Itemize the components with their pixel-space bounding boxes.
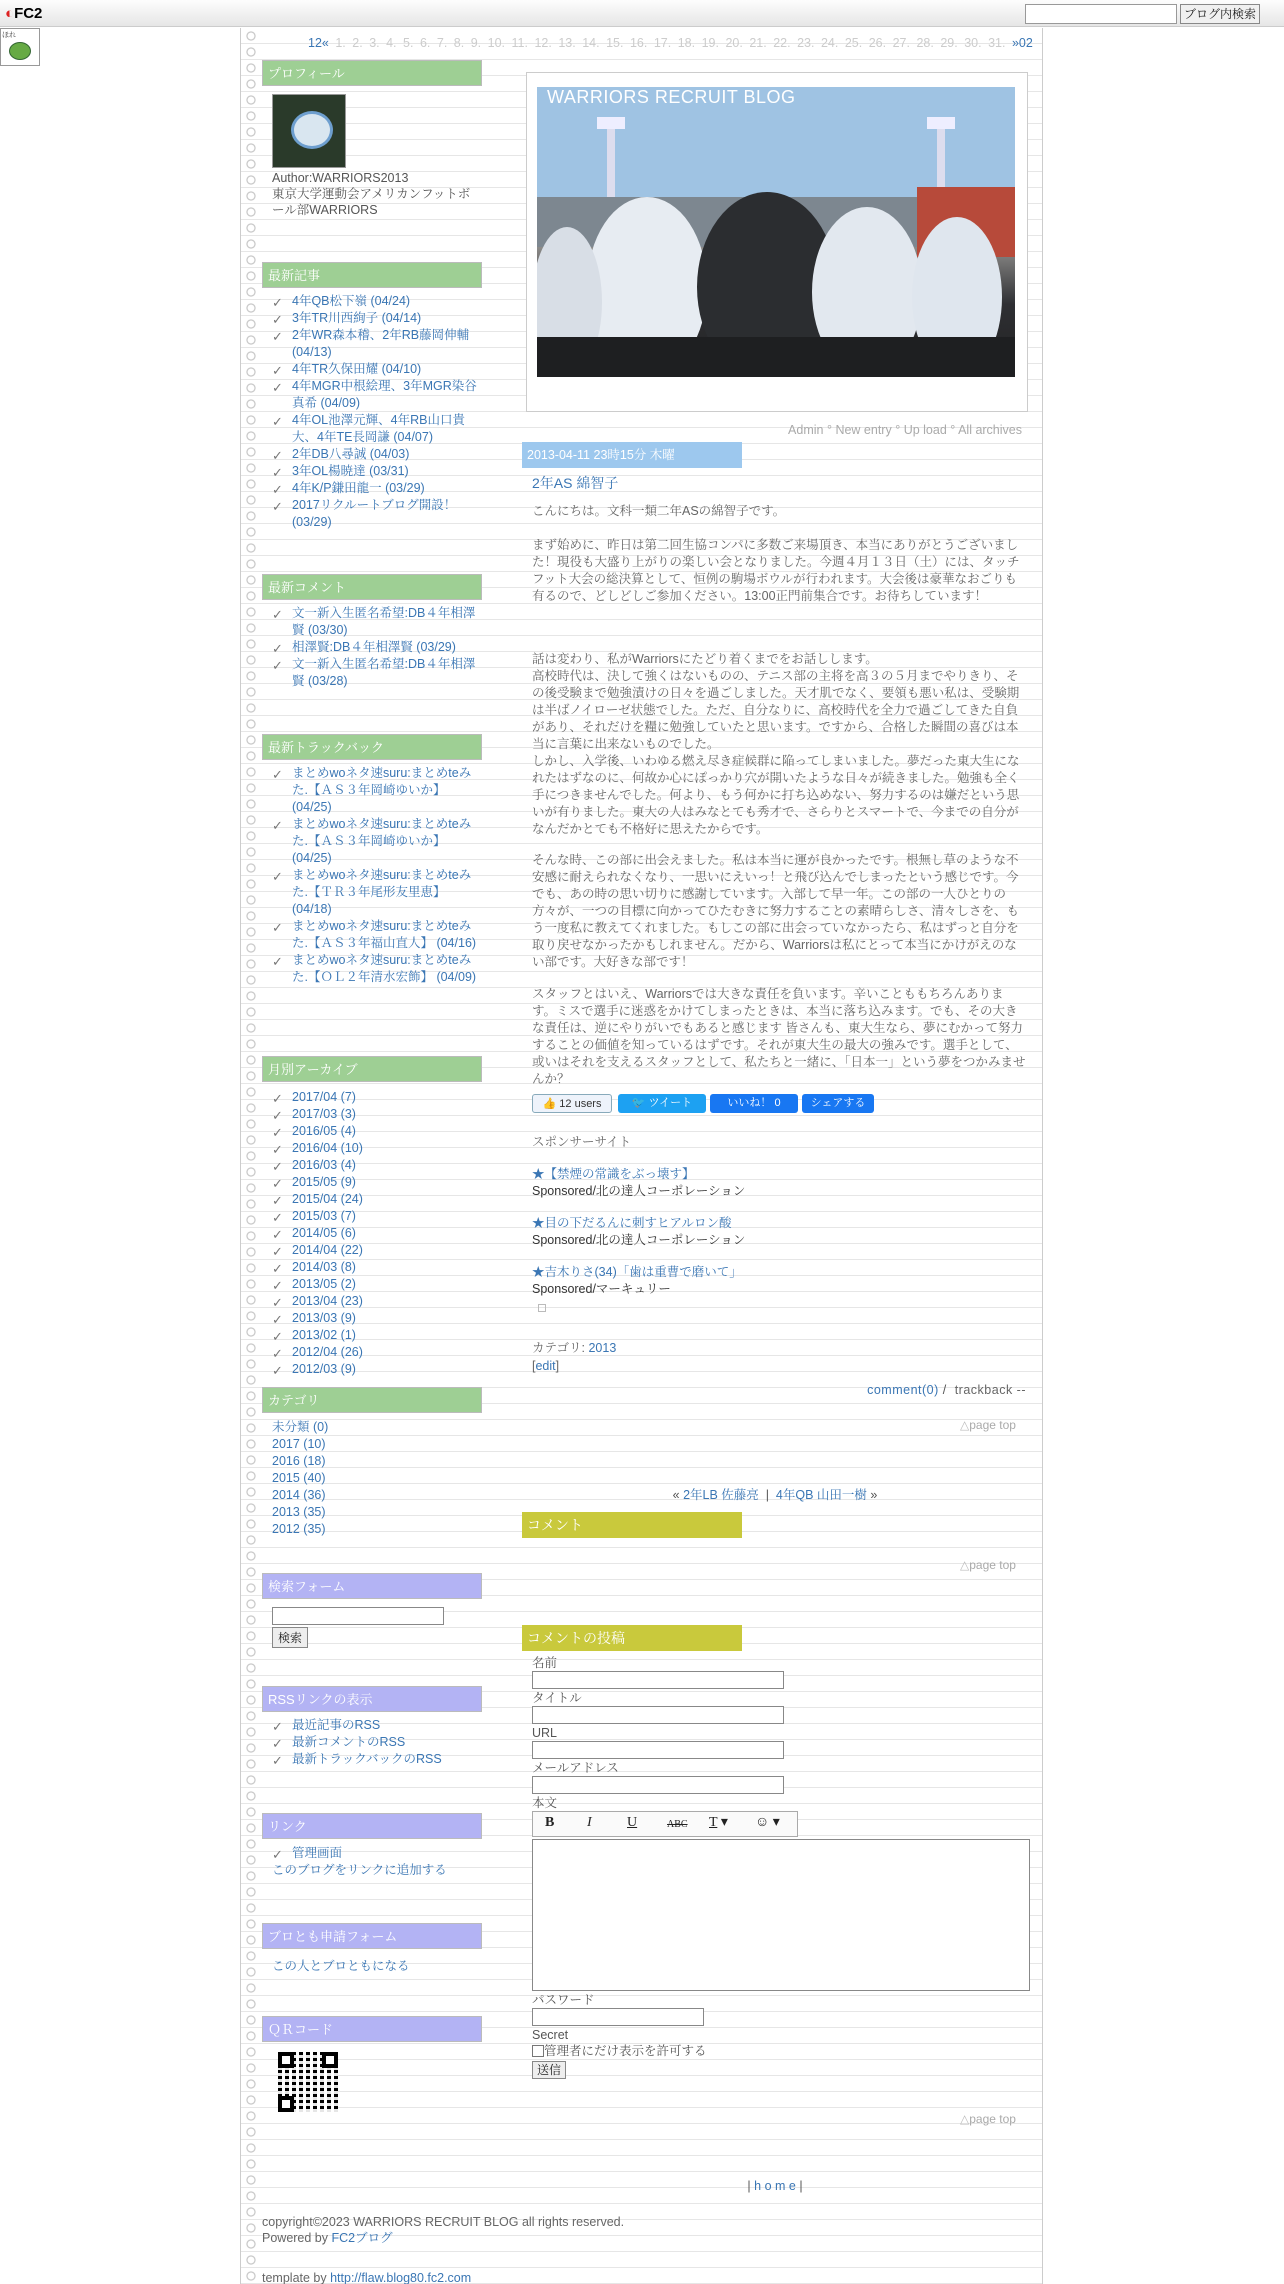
archive-link[interactable]: ✓ 2015/05 (9) bbox=[272, 1174, 482, 1191]
editor-toolbar bbox=[532, 1811, 798, 1837]
archive-link[interactable]: ✓ 2017/03 (3) bbox=[272, 1106, 482, 1123]
archives-heading: 月別アーカイブ bbox=[262, 1056, 482, 1082]
prev-entry-link[interactable]: 2年LB 佐藤亮 bbox=[683, 1488, 759, 1502]
pager-day: 31. bbox=[988, 36, 1006, 50]
facebook-share-button[interactable]: シェアする bbox=[802, 1094, 874, 1113]
recent-comment-link[interactable]: ✓ 文一新入生匿名希望:DB４年相澤賢 (03/30) bbox=[272, 605, 482, 639]
admin-link[interactable]: Admin bbox=[788, 423, 824, 437]
twitter-bird-icon: 🐦 bbox=[631, 1097, 649, 1109]
page-top-link-1[interactable]: △page top bbox=[960, 1418, 1016, 1432]
fc2-blog-link[interactable]: FC2ブログ bbox=[331, 2231, 393, 2245]
recent-entry-link[interactable]: ✓ 2017リクルートブログ開設！ (03/29) bbox=[272, 497, 482, 531]
font-size-icon[interactable]: T ▾ bbox=[709, 1815, 728, 1830]
friend-section bbox=[262, 1923, 482, 1975]
name-input[interactable] bbox=[532, 1671, 784, 1689]
archive-link[interactable]: ✓ 2013/04 (23) bbox=[272, 1293, 482, 1310]
italic-icon[interactable]: I bbox=[587, 1815, 592, 1830]
entry-category: カテゴリ: 2013 bbox=[532, 1341, 617, 1355]
entry-date: 2013-04-11 23時15分 木曜 bbox=[522, 442, 742, 468]
entry-p2: まず始めに、昨日は第二回生協コンパに多数ご来場頂き、本当にありがとうございました！現役も大盛り上がりの楽しい会となりました。今週４月１３日（土）には、タッチフット大会の総決算として、恒例の駒場ボウルが行われます。大会後は豪華なおごりも有るので、どしどしご参加ください。13:00正門前集合です。お待ちしています！ bbox=[532, 538, 1020, 603]
recent-comment-link[interactable]: ✓ 文一新入生匿名希望:DB４年相澤賢 (03/28) bbox=[272, 656, 482, 690]
facebook-like-button[interactable]: いいね！ 0 bbox=[710, 1094, 798, 1113]
category-link[interactable]: 2012 (35) bbox=[272, 1522, 326, 1536]
archive-link[interactable]: ✓ 2012/03 (9) bbox=[272, 1361, 482, 1378]
sponsor-ad-source: Sponsored/北の達人コーポレーション bbox=[532, 1184, 746, 1198]
sidebar-search-button[interactable]: 検索 bbox=[272, 1627, 308, 1648]
archive-link[interactable]: ✓ 2017/04 (7) bbox=[272, 1089, 482, 1106]
comment-post-heading: コメントの投稿 bbox=[522, 1625, 742, 1651]
recent-entries-section bbox=[262, 262, 482, 531]
links-heading: リンク bbox=[262, 1813, 482, 1839]
recent-entry-link[interactable]: ✓ 4年QB松下嶺 (04/24) bbox=[272, 293, 482, 310]
trackback-link[interactable]: ✓ まとめwoネタ速suru:まとめteみた.【ＯＬ２年清水宏飾】 (04/09) bbox=[272, 952, 482, 986]
recent-entry-link[interactable]: ✓ 4年TR久保田耀 (04/10) bbox=[272, 361, 482, 378]
pager-day: 29. bbox=[940, 36, 958, 50]
pager-day: 11. bbox=[511, 36, 528, 50]
pager-day: 24. bbox=[820, 36, 839, 50]
sponsor-heading: スポンサーサイト bbox=[532, 1135, 632, 1149]
category-link[interactable]: 未分類 (0) bbox=[272, 1420, 329, 1434]
recent-comment-link[interactable]: ✓ 相澤賢:DB４年相澤賢 (03/29) bbox=[272, 639, 482, 656]
user-avatar[interactable]: ほれ bbox=[0, 28, 40, 66]
pager-day: 23. bbox=[797, 36, 815, 50]
pager-next-link[interactable]: »02 bbox=[1011, 36, 1033, 50]
entry-footer: comment(0) / trackback -- bbox=[867, 1383, 1026, 1397]
search-heading: 検索フォーム bbox=[262, 1573, 482, 1599]
archive-link[interactable]: ✓ 2013/03 (9) bbox=[272, 1310, 482, 1327]
next-entry-link[interactable]: 4年QB 山田一樹 bbox=[775, 1488, 867, 1502]
blog-title[interactable]: WARRIORS RECRUIT BLOG bbox=[547, 87, 796, 107]
archive-link[interactable]: ✓ 2015/04 (24) bbox=[272, 1191, 482, 1208]
recent-entry-link[interactable]: ✓ 2年WR森本稽、2年RB藤岡伸輔 (04/13) bbox=[272, 327, 482, 361]
pager-day: 14. bbox=[582, 36, 600, 50]
archive-link[interactable]: ✓ 2016/03 (4) bbox=[272, 1157, 482, 1174]
pager-day: 9. bbox=[470, 36, 482, 50]
links-section bbox=[262, 1813, 482, 1879]
qr-section bbox=[262, 2016, 482, 2112]
notebook-rings bbox=[245, 28, 257, 2284]
pager-day: 10. bbox=[487, 36, 506, 50]
admin-page-link[interactable]: ✓ 管理画面 bbox=[272, 1845, 482, 1862]
powered-by: Powered by FC2ブログ bbox=[262, 2231, 393, 2245]
archive-link[interactable]: ✓ 2012/04 (26) bbox=[272, 1344, 482, 1361]
pager-day: 30. bbox=[964, 36, 982, 50]
tweet-button[interactable]: 🐦 ツイート bbox=[618, 1094, 706, 1113]
mail-label: メールアドレス bbox=[532, 1761, 619, 1775]
search-section bbox=[262, 1573, 482, 1648]
pager-day: 6. bbox=[419, 36, 431, 50]
template-credit: template by http://flaw.blog80.fc2.com bbox=[262, 2271, 472, 2284]
home-link-wrap: | h o m e | bbox=[747, 2179, 803, 2193]
recent-entry-link[interactable]: ✓ 2年DB八尋誠 (04/03) bbox=[272, 446, 482, 463]
blog-search-button[interactable]: ブログ内検索 bbox=[1180, 4, 1260, 24]
archive-link[interactable]: ✓ 2016/04 (10) bbox=[272, 1140, 482, 1157]
template-link[interactable]: http://flaw.blog80.fc2.com bbox=[330, 2271, 472, 2284]
recent-entry-link[interactable]: ✓ 3年TR川西絢子 (04/14) bbox=[272, 310, 482, 327]
pager-day: 4. bbox=[386, 36, 397, 50]
ad-info-icon[interactable] bbox=[538, 1304, 546, 1312]
title-input[interactable] bbox=[532, 1706, 784, 1724]
category-link[interactable]: 2013 bbox=[588, 1341, 617, 1355]
url-input[interactable] bbox=[532, 1741, 784, 1759]
password-label: パスワード bbox=[532, 1993, 595, 2007]
bold-icon[interactable]: B bbox=[545, 1815, 555, 1830]
rss-link[interactable]: ✓ 最新トラックバックのRSS bbox=[272, 1751, 482, 1768]
title-label: タイトル bbox=[532, 1691, 582, 1705]
pager-day: 18. bbox=[677, 36, 696, 50]
header-photo bbox=[537, 87, 1015, 377]
trackbacks-section bbox=[262, 734, 482, 986]
qr-heading: ＱＲコード bbox=[262, 2016, 482, 2042]
submit-button[interactable]: 送信 bbox=[532, 2061, 566, 2079]
body-textarea[interactable] bbox=[532, 1839, 1030, 1991]
pager-day: 28. bbox=[916, 36, 934, 50]
recent-entries-heading: 最新記事 bbox=[262, 262, 482, 288]
pager-prev-link[interactable]: 12« bbox=[308, 36, 329, 50]
mail-input[interactable] bbox=[532, 1776, 784, 1794]
footer bbox=[262, 2214, 624, 2284]
blog-nav: Admin ° New entry ° Up load ° All archives bbox=[788, 423, 1022, 437]
pager-day: 13. bbox=[558, 36, 576, 50]
sponsor-ad-source: Sponsored/マーキュリー bbox=[532, 1282, 671, 1296]
pager-day: 26. bbox=[868, 36, 887, 50]
entry-title[interactable]: 2年AS 綿智子 bbox=[532, 475, 619, 491]
team-huddle-photo bbox=[537, 87, 1015, 377]
upload-link[interactable]: Up load bbox=[903, 423, 947, 437]
pager-day: 8. bbox=[453, 36, 465, 50]
recent-entry-link[interactable]: ✓ 4年OL池澤元輝、4年RB山口貴大、4年TE長岡謙 (04/07) bbox=[272, 412, 482, 446]
friend-request-link[interactable]: この人とブロともになる bbox=[272, 1959, 410, 1973]
archive-link[interactable]: ✓ 2016/05 (4) bbox=[272, 1123, 482, 1140]
rss-link[interactable]: ✓ 最新コメントのRSS bbox=[272, 1734, 482, 1751]
page-top-link-3[interactable]: △page top bbox=[960, 2112, 1016, 2126]
archives-section bbox=[262, 1056, 482, 1378]
strikethrough-icon[interactable]: ABC bbox=[667, 1819, 688, 1830]
blog-header bbox=[526, 72, 1028, 412]
blog-search-input[interactable] bbox=[1025, 4, 1177, 24]
entry-p1: こんにちは。文科一類二年ASの綿智子です。 bbox=[532, 504, 786, 518]
entry-p3: 話は変わり、私がWarriorsにたどり着くまでをお話しします。 高校時代は、決して強くはないものの、テニス部の主将を高３の５月までやりきり、その後受験まで勉強漬けの日々を過ごしました。天才肌でなく、要領も悪い私は、受験期は半ばノイローゼ状態でした。ただ、自分なりに、高校時代を全力で過ごしてきた自負があり、それだけを糧に勉強していたと思います。ですから、合格した瞬間の喜びは本当に言葉に出来ないものでした。 しかし、入学後、いわゆる燃え尽き症候群に陥ってしまいました。夢だった東大生になれたはずなのに、何故か心にぽっかり穴が開いたような日々が続きました。勉強も全く手につきませんでした。何より、もう何かに打ち込めない、努力するのは嫌だという思いが有りました。東大の人はみなとても秀才で、さらりとスマートで、今までの自分がなんだかとても不格好に思えたからです。 bbox=[532, 652, 1020, 836]
emoji-icon[interactable]: ☺ ▾ bbox=[755, 1815, 780, 1830]
trackback-link[interactable]: ✓ まとめwoネタ速suru:まとめteみた.【ＴＲ３年尾形友里恵】 (04/18) bbox=[272, 867, 482, 918]
category-link[interactable]: 2014 (36) bbox=[272, 1488, 326, 1502]
profile-avatar bbox=[272, 94, 346, 168]
categories-section bbox=[262, 1387, 482, 1538]
comments-heading: コメント bbox=[522, 1512, 742, 1538]
recent-comments-section bbox=[262, 574, 482, 690]
comment-form bbox=[532, 1655, 1032, 2079]
profile-author: Author:WARRIORS2013 bbox=[272, 171, 409, 185]
trackbacks-heading: 最新トラックバック bbox=[262, 734, 482, 760]
trackback-link[interactable]: ✓ まとめwoネタ速suru:まとめteみた.【ＡＳ３年岡崎ゆいか】 (04/25) bbox=[272, 816, 482, 867]
sidebar-search-input[interactable] bbox=[272, 1607, 444, 1625]
rss-heading: RSSリンクの表示 bbox=[262, 1686, 482, 1712]
entry-p5: スタッフとはいえ、Warriorsでは大きな責任を負います。辛いことももちろんあります。ミスで選手に迷惑をかけてしまったときは、本当に落ち込みます。でも、その大きな責任は、逆にやりがいでもあると感じます 皆さんも、東大生なら、夢にむかって努力することの価値を知っているはずです。それが東大生の最大の強みです。選手として、或いはそれを支えるスタッフとして、私たちと一緒に、「日本一」という夢をつかみませんか？ bbox=[532, 987, 1026, 1086]
new-entry-link[interactable]: New entry bbox=[835, 423, 892, 437]
archive-link[interactable]: ✓ 2013/05 (2) bbox=[272, 1276, 482, 1293]
sponsor-ads bbox=[532, 1166, 1026, 1313]
trackback-link[interactable]: ✓ まとめwoネタ速suru:まとめteみた.【ＡＳ３年福山直人】 (04/16) bbox=[272, 918, 482, 952]
pager-day: 19. bbox=[701, 36, 719, 50]
pager-day: 25. bbox=[844, 36, 863, 50]
pager-day: 15. bbox=[606, 36, 624, 50]
url-label: URL bbox=[532, 1726, 558, 1740]
archive-link[interactable]: ✓ 2013/02 (1) bbox=[272, 1327, 482, 1344]
edit-link-wrap: [edit] bbox=[532, 1359, 560, 1373]
pager-day: 5. bbox=[403, 36, 414, 50]
rss-section bbox=[262, 1686, 482, 1768]
archive-link[interactable]: ✓ 2014/05 (6) bbox=[272, 1225, 482, 1242]
trackback-link[interactable]: ✓ まとめwoネタ速suru:まとめteみた.【ＡＳ３年岡崎ゆいか】 (04/25) bbox=[272, 765, 482, 816]
pager-day: 27. bbox=[892, 36, 910, 50]
pager-day: 20. bbox=[725, 36, 743, 50]
frog-icon bbox=[9, 42, 31, 60]
entry-pager: « 2年LB 佐藤亮 | 4年QB 山田一樹 » bbox=[672, 1488, 878, 1502]
pager-day: 17. bbox=[653, 36, 672, 50]
qr-code-icon[interactable] bbox=[278, 2052, 338, 2112]
edit-link[interactable]: edit bbox=[535, 1359, 556, 1373]
sponsor-ad-link[interactable]: ★【禁煙の常識をぶっ壊す】 bbox=[532, 1167, 695, 1181]
month-day-pager bbox=[308, 36, 1033, 50]
rss-link[interactable]: ✓ 最近記事のRSS bbox=[272, 1717, 482, 1734]
archive-link[interactable]: ✓ 2015/03 (7) bbox=[272, 1208, 482, 1225]
profile-heading: プロフィール bbox=[262, 60, 482, 86]
recent-comments-heading: 最新コメント bbox=[262, 574, 482, 600]
pager-day: 3. bbox=[369, 36, 380, 50]
underline-icon[interactable]: U bbox=[627, 1815, 638, 1830]
sponsor-ad-source: Sponsored/北の達人コーポレーション bbox=[532, 1233, 746, 1247]
home-link[interactable]: h o m e bbox=[754, 2179, 796, 2193]
secret-row: 管理者にだけ表示を許可する bbox=[532, 2043, 1032, 2059]
archive-link[interactable]: ✓ 2014/04 (22) bbox=[272, 1242, 482, 1259]
pager-day: 16. bbox=[629, 36, 648, 50]
pager-day: 7. bbox=[436, 36, 448, 50]
category-link[interactable]: 2015 (40) bbox=[272, 1471, 326, 1485]
pager-day: 1. bbox=[335, 36, 346, 50]
pager-day: 2. bbox=[352, 36, 363, 50]
secret-label: Secret bbox=[532, 2028, 569, 2042]
category-link[interactable]: 2016 (18) bbox=[272, 1454, 326, 1468]
entry-p4: そんな時、この部に出会えました。私は本当に運が良かったです。根無し草のような不安感に耐えられなくなり、一思いにえいっ！と飛び込んでしまったという感じです。今でも、あの時の思い切りに感謝しています。入部して早一年。この部の一人ひとりの方々が、一つの目標に向かってひたむきに努力することの素晴らしさ、清々しさを、もう一度私に教えてくれました。もしこの部に出会っていなかったら、私はずっと自分を取り戻せなかったかもしれません。だから、Warriorsは私にとって本当にかけがえのない部です。大好きな部です！ bbox=[532, 853, 1020, 969]
name-label: 名前 bbox=[532, 1656, 558, 1670]
sponsor-ad-link[interactable]: ★目の下だるんに刺すヒアルロン酸 bbox=[532, 1216, 732, 1230]
profile-section bbox=[262, 60, 482, 218]
page-top-link-2[interactable]: △page top bbox=[960, 1558, 1016, 1572]
category-link[interactable]: 2017 (10) bbox=[272, 1437, 326, 1451]
pager-day: 12. bbox=[534, 36, 552, 50]
categories-heading: カテゴリ bbox=[262, 1387, 482, 1413]
sponsor-ad-link[interactable]: ★吉木りさ(34)「歯は重曹で磨いて」 bbox=[532, 1265, 742, 1279]
comment-count-link[interactable]: comment(0) bbox=[867, 1383, 939, 1397]
pager-day: 22. bbox=[773, 36, 791, 50]
archive-link[interactable]: ✓ 2014/03 (8) bbox=[272, 1259, 482, 1276]
secret-checkbox[interactable] bbox=[532, 2045, 544, 2057]
hatena-bookmark-button[interactable]: 👍 12 users bbox=[532, 1094, 612, 1113]
friend-heading: ブロとも申請フォーム bbox=[262, 1923, 482, 1949]
fc2-topbar bbox=[0, 0, 1284, 27]
add-link-link[interactable]: このブログをリンクに追加する bbox=[272, 1863, 447, 1877]
password-input[interactable] bbox=[532, 2008, 704, 2026]
category-link[interactable]: 2013 (35) bbox=[272, 1505, 326, 1519]
profile-desc: 東京大学運動会アメリカンフットボール部WARRIORS bbox=[272, 187, 471, 217]
body-label: 本文 bbox=[532, 1796, 558, 1810]
recent-entry-link[interactable]: ✓ 4年K/P鎌田龍一 (03/29) bbox=[272, 480, 482, 497]
recent-entry-link[interactable]: ✓ 4年MGR中根絵理、3年MGR染谷真希 (04/09) bbox=[272, 378, 482, 412]
copyright: copyright©2023 WARRIORS RECRUIT BLOG all rights reserved. bbox=[262, 2215, 625, 2229]
recent-entry-link[interactable]: ✓ 3年OL楊暁達 (03/31) bbox=[272, 463, 482, 480]
all-archives-link[interactable]: All archives bbox=[958, 423, 1022, 437]
fc2-logo[interactable]: ◐FC2 bbox=[5, 5, 43, 22]
pager-day: 21. bbox=[749, 36, 767, 50]
